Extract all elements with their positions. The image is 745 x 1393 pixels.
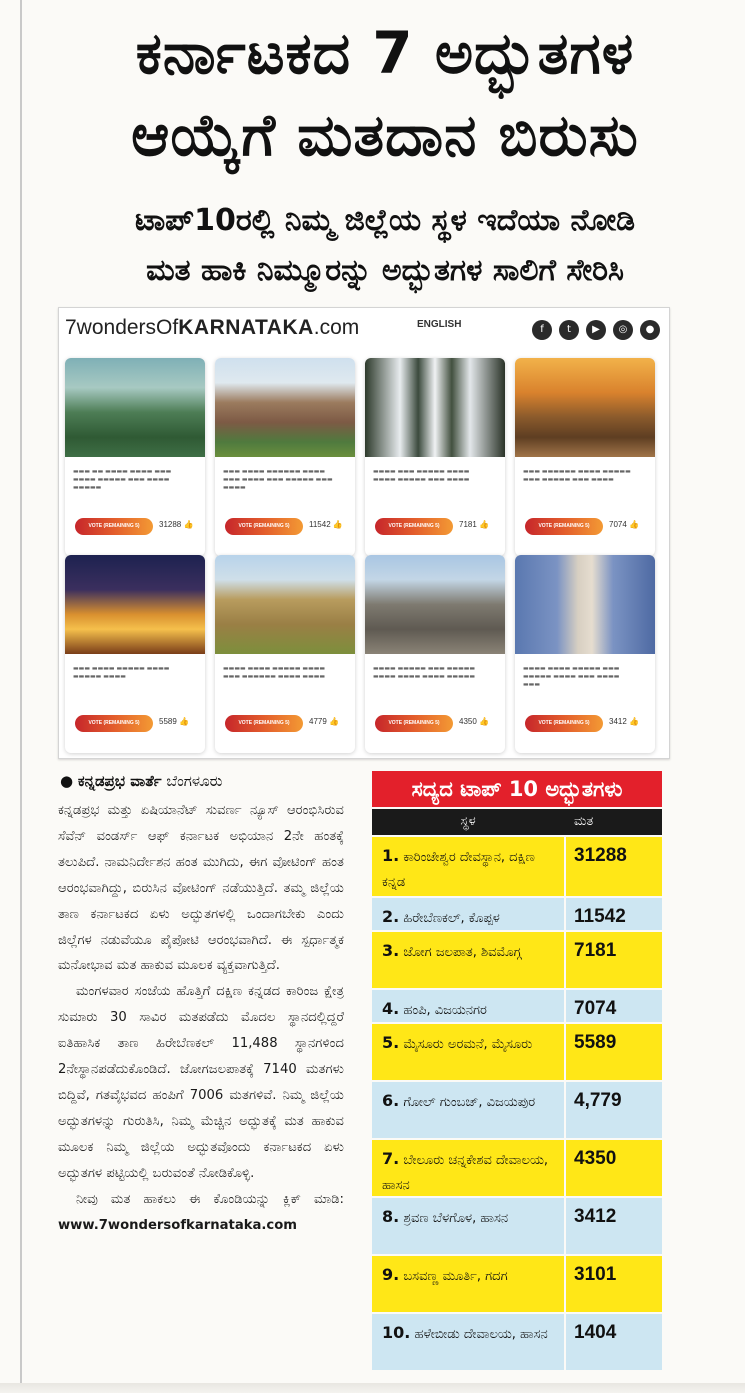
vote-button[interactable]: VOTE (REMAINING 5)	[375, 518, 453, 535]
page-edge	[0, 1383, 745, 1393]
twitter-icon[interactable]: t	[559, 320, 579, 340]
row-votes: 1404	[566, 1314, 662, 1370]
card-text: ▬▬▬▬ ▬▬▬▬ ▬▬▬▬▬ ▬▬▬▬ ▬▬▬ ▬▬▬▬▬▬ ▬▬▬▬ ▬▬▬▬	[223, 665, 326, 680]
vote-count: 7074 👍	[609, 520, 639, 529]
row-place: 6. ಗೋಲ್ ಗುಂಬಜ್, ವಿಜಯಪುರ	[372, 1082, 564, 1138]
thumbs-up-icon: 👍	[179, 717, 189, 726]
table-row	[372, 1082, 662, 1138]
vote-count: 31288 👍	[159, 520, 194, 529]
card-text: ▬▬▬ ▬▬▬▬ ▬▬▬▬▬ ▬▬▬▬ ▬▬▬▬▬ ▬▬▬▬	[73, 665, 170, 680]
wonder-card[interactable]	[215, 555, 355, 753]
thumbs-up-icon: 👍	[183, 520, 194, 529]
card-text: ▬▬▬ ▬▬ ▬▬▬▬ ▬▬▬▬ ▬▬▬ ▬▬▬▬ ▬▬▬▬▬ ▬▬▬ ▬▬▬▬ ▬▬▬▬▬	[73, 468, 172, 491]
language-toggle[interactable]: ENGLISH	[417, 319, 462, 330]
vote-button[interactable]: VOTE (REMAINING 5)	[375, 715, 453, 732]
table-row	[372, 1198, 662, 1254]
card-text: ▬▬▬▬ ▬▬▬▬▬ ▬▬▬ ▬▬▬▬▬ ▬▬▬▬ ▬▬▬▬ ▬▬▬▬ ▬▬▬▬▬	[373, 665, 476, 680]
thumbs-up-icon: 👍	[479, 717, 489, 726]
table-row	[372, 1256, 662, 1312]
card-image-carved-temple	[365, 555, 505, 654]
wonder-card[interactable]	[65, 358, 205, 556]
row-place: 9. ಬಸವಣ್ಣ ಮೂರ್ತಿ, ಗದಗ	[372, 1256, 564, 1312]
vote-button[interactable]: VOTE (REMAINING 5)	[525, 518, 603, 535]
row-votes: 4,779	[566, 1082, 662, 1138]
row-votes: 31288	[566, 837, 662, 896]
card-text: ▬▬▬ ▬▬▬▬ ▬▬▬▬▬▬ ▬▬▬▬ ▬▬▬ ▬▬▬▬ ▬▬▬ ▬▬▬▬▬ ▬▬▬ ▬▬▬▬	[223, 468, 333, 491]
row-place: 1. ಕಾರಿಂಜೇಶ್ವರ ದೇವಸ್ಥಾನ, ದಕ್ಷಿಣ ಕನ್ನಡ	[372, 837, 564, 896]
row-votes: 4350	[566, 1140, 662, 1196]
vote-count: 5589 👍	[159, 717, 189, 726]
vote-count: 3412 👍	[609, 717, 639, 726]
vote-count: 4350 👍	[459, 717, 489, 726]
row-place: 5. ಮೈಸೂರು ಅರಮನೆ, ಮೈಸೂರು	[372, 1024, 564, 1080]
row-votes: 7181	[566, 932, 662, 988]
table-row	[372, 1140, 662, 1196]
row-place: 3. ಜೋಗ ಜಲಪಾತ, ಶಿವಮೊಗ್ಗ	[372, 932, 564, 988]
table-row	[372, 837, 662, 896]
wonder-card[interactable]	[365, 358, 505, 556]
column-header-place: ಸ್ಥಳ	[460, 814, 476, 829]
thumbs-up-icon: 👍	[629, 520, 639, 529]
headline-line-2: ಆಯ್ಕೆಗೆ ಮತದಾನ ಬಿರುಸು	[131, 101, 639, 169]
table-row	[372, 932, 662, 988]
table-row	[372, 898, 662, 930]
thumbs-up-icon: 👍	[479, 520, 489, 529]
card-text: ▬▬▬▬ ▬▬▬ ▬▬▬▬▬ ▬▬▬▬ ▬▬▬▬ ▬▬▬▬▬ ▬▬▬ ▬▬▬▬	[373, 468, 470, 483]
instagram-icon[interactable]: ◎	[613, 320, 633, 340]
column-rule	[20, 0, 22, 1385]
row-place: 8. ಶ್ರವಣ ಬೆಳಗೊಳ, ಹಾಸನ	[372, 1198, 564, 1254]
wonder-card[interactable]	[365, 555, 505, 753]
row-place: 2. ಹಿರೇಬೆಣಕಲ್, ಕೊಪ್ಪಳ	[372, 898, 564, 930]
facebook-icon[interactable]: f	[532, 320, 552, 340]
location-icon[interactable]: ●	[640, 320, 660, 340]
card-text: ▬▬▬▬ ▬▬▬▬ ▬▬▬▬▬ ▬▬▬ ▬▬▬▬▬ ▬▬▬▬ ▬▬▬ ▬▬▬▬ ▬▬▬	[523, 665, 620, 688]
article-body	[58, 798, 344, 1238]
table-row	[372, 1314, 662, 1370]
website-link[interactable]: www.7wondersofkarnataka.com	[58, 1217, 298, 1233]
row-place: 7. ಬೇಲೂರು ಚನ್ನಕೇಶವ ದೇವಾಲಯ, ಹಾಸನ	[372, 1140, 564, 1196]
row-place: 10. ಹಳೇಬೀಡು ದೇವಾಲಯ, ಹಾಸನ	[372, 1314, 564, 1370]
byline: ● ಕನ್ನಡಪ್ರಭ ವಾರ್ತೆ ಬೆಂಗಳೂರು	[60, 772, 223, 790]
wonder-card[interactable]	[65, 555, 205, 753]
youtube-icon[interactable]: ▶	[586, 320, 606, 340]
table-row	[372, 1024, 662, 1080]
card-image-palace	[65, 555, 205, 654]
row-votes: 7074	[566, 990, 662, 1022]
wonder-card[interactable]	[215, 358, 355, 556]
row-votes: 3412	[566, 1198, 662, 1254]
paragraph: ಕನ್ನಡಪ್ರಭ ಮತ್ತು ಏಷಿಯಾನೆಟ್ ಸುವರ್ಣ ನ್ಯೂಸ್ ಆರಂಭಿಸಿರುವ ಸೆವೆನ್ ವಂಡರ್ಸ್ ಆಫ್ ಕರ್ನಾಟಕ ಅಭಿಯಾನ 2ನೇ ಹಂತಕ್ಕೆ ತಲುಪಿದೆ. ನಾಮನಿರ್ದೇಶನ ಹಂತ ಮುಗಿದು, ಈಗ ವೋಟಿಂಗ್ ಹಂತ ಆರಂಭವಾಗಿದ್ದು, ಬಿರುಸಿನ ವೋಟಿಂಗ್ ನಡೆಯುತ್ತಿದೆ. ತಮ್ಮ ಜಿಲ್ಲೆಯ ತಾಣ ಕರ್ನಾಟಕದ ಏಳು ಅದ್ಭುತಗಳಲ್ಲಿ ಒಂದಾಗಬೇಕು ಎಂದು ಜಿಲ್ಲೆಗಳ ನಡುವೆಯೂ ಪೈಪೋಟಿ ಆರಂಭವಾಗಿದೆ. ಈ ಸ್ಪರ್ಧಾತ್ಮಕ ಮನೋಭಾವ ಮತ ಹಾಕುವ ಮೂಲಕ ವ್ಯಕ್ತವಾಗುತ್ತಿದೆ.	[58, 803, 344, 974]
paragraph: ಮಂಗಳವಾರ ಸಂಜೆಯ ಹೊತ್ತಿಗೆ ದಕ್ಷಿಣ ಕನ್ನಡದ ಕಾರಿಂಜ ಕ್ಷೇತ್ರ ಸುಮಾರು 30 ಸಾವಿರ ಮತಪಡೆದು ಮೊದಲ ಸ್ಥಾನದಲ್ಲಿದ್ದರೆ ಐತಿಹಾಸಿಕ ತಾಣ ಹಿರೇಬೆಣಕಲ್ 11,488 ಸ್ಥಾನಗಳಿಂದ 2ನೇಸ್ಥಾನಪಡೆದುಕೊಂಡಿದೆ. ಜೋಗಜಲಪಾತಕ್ಕೆ 7140 ಮತಗಳು ಬಿದ್ದಿವೆ, ಗತವೈಭವದ ಹಂಪಿಗೆ 7006 ಮತಗಳಿವೆ. ನಿಮ್ಮ ಜಿಲ್ಲೆಯ ಅದ್ಭುತಗಳನ್ನು ಗುರುತಿಸಿ, ನಿಮ್ಮ ಮೆಚ್ಚಿನ ಅದ್ಭುತಕ್ಕೆ ಮತ ಹಾಕುವ ಮೂಲಕ ನಿಮ್ಮ ಜಿಲ್ಲೆಯ ಅದ್ಭುತವೊಂದು ಕರ್ನಾಟಕದ ಏಳು ಅದ್ಭುತಗಳ ಪಟ್ಟಿಯಲ್ಲಿ ಬರುವಂತೆ ನೋಡಿಕೊಳ್ಳಿ.	[58, 984, 344, 1181]
card-image-waterfall	[365, 358, 505, 457]
vote-button[interactable]: VOTE (REMAINING 5)	[525, 715, 603, 732]
card-text: ▬▬▬ ▬▬▬▬▬▬ ▬▬▬▬ ▬▬▬▬▬ ▬▬▬ ▬▬▬▬▬ ▬▬▬ ▬▬▬▬	[523, 468, 631, 483]
card-image-hills	[215, 358, 355, 457]
table-title: ಸದ್ಯದ ಟಾಪ್ 10 ಅದ್ಭುತಗಳು	[372, 771, 662, 807]
column-header-votes: ಮತ	[574, 814, 594, 829]
vote-count: 11542 👍	[309, 520, 343, 529]
site-logo: 7wondersOfKARNATAKA.com	[65, 316, 360, 339]
thumbs-up-icon: 👍	[332, 520, 343, 529]
wonder-card[interactable]	[515, 555, 655, 753]
thumbs-up-icon: 👍	[629, 717, 639, 726]
card-image-temple-chariot	[515, 358, 655, 457]
subheadline	[40, 196, 730, 296]
vote-button[interactable]: VOTE (REMAINING 5)	[75, 518, 153, 535]
card-image-statue	[515, 555, 655, 654]
subheadline-line-2: ಮತ ಹಾಕಿ ನಿಮ್ಮೂರನ್ನು ಅದ್ಭುತಗಳ ಸಾಲಿಗೆ ಸೇರಿಸಿ	[146, 253, 624, 288]
row-place: 4. ಹಂಪಿ, ವಿಜಯನಗರ	[372, 990, 564, 1022]
headline-line-1: ಕರ್ನಾಟಕದ 7 ಅದ್ಭುತಗಳ	[135, 19, 635, 87]
vote-button[interactable]: VOTE (REMAINING 5)	[225, 715, 303, 732]
row-votes: 11542	[566, 898, 662, 930]
paragraph: ನೀವು ಮತ ಹಾಕಲು ಈ ಕೊಂಡಿಯನ್ನು ಕ್ಲಿಕ್ ಮಾಡಿ: www.7wondersofkarnataka.com	[58, 1191, 344, 1233]
card-image-dome	[215, 555, 355, 654]
wonder-card[interactable]	[515, 358, 655, 556]
thumbs-up-icon: 👍	[329, 717, 339, 726]
row-votes: 5589	[566, 1024, 662, 1080]
card-image-forest	[65, 358, 205, 457]
vote-count: 7181 👍	[459, 520, 489, 529]
vote-button[interactable]: VOTE (REMAINING 5)	[75, 715, 153, 732]
headline	[40, 12, 730, 176]
table-header	[372, 809, 662, 835]
vote-button[interactable]: VOTE (REMAINING 5)	[225, 518, 303, 535]
row-votes: 3101	[566, 1256, 662, 1312]
website-screenshot	[58, 307, 670, 759]
table-row	[372, 990, 662, 1022]
subheadline-line-1: ಟಾಪ್10ರಲ್ಲಿ ನಿಮ್ಮ ಜಿಲ್ಲೆಯ ಸ್ಥಳ ಇದೆಯಾ ನೋಡಿ	[134, 203, 636, 238]
vote-count: 4779 👍	[309, 717, 339, 726]
